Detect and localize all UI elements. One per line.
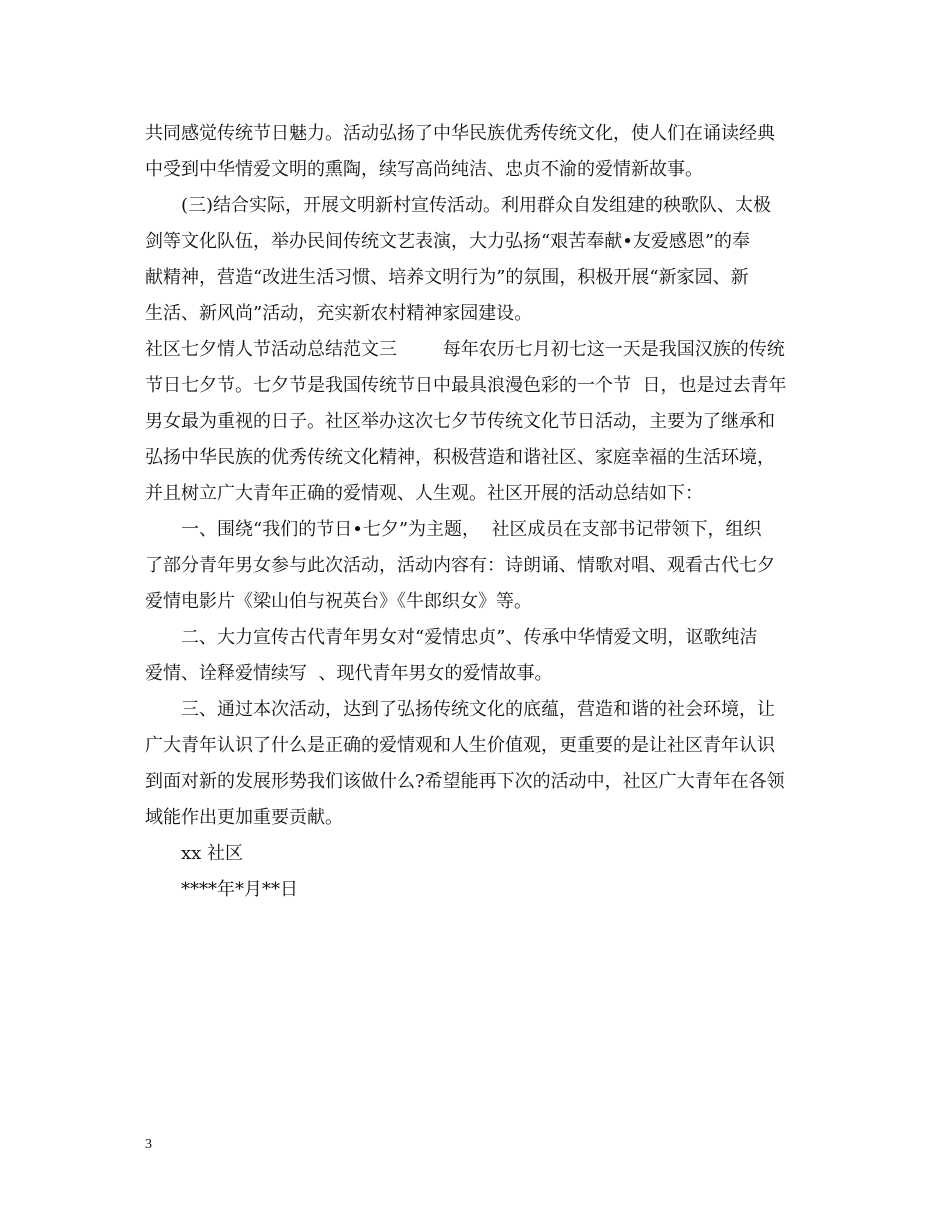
paragraph bbox=[145, 836, 809, 872]
text-line: 域能作出更加重要贡献。 bbox=[145, 807, 343, 828]
paragraph bbox=[145, 692, 809, 836]
text-line: 并且树立广大青年正确的爱情观、人生观。社区开展的活动总结如下： bbox=[145, 483, 703, 504]
text-line: 节日七夕节。七夕节是我国传统节日中最具浪漫色彩的一个节 日，也是过去青年 bbox=[145, 375, 787, 396]
paragraph bbox=[145, 620, 809, 692]
text-line: 一、围绕“我们的节日•七夕”为主题， 社区成员在支部书记带领下，组织 bbox=[181, 519, 762, 540]
paragraph bbox=[145, 116, 809, 188]
paragraph bbox=[145, 512, 809, 620]
document-body bbox=[145, 116, 809, 908]
text-line: 男女最为重视的日子。社区举办这次七夕节传统文化节日活动，主要为了继承和 bbox=[145, 411, 775, 432]
text-line: ****年*月**日 bbox=[181, 879, 298, 900]
text-line: 献精神，营造“改进生活习惯、培养文明行为”的氛围，积极开展“新家园、新 bbox=[145, 267, 749, 288]
text-line: (三)结合实际，开展文明新村宣传活动。利用群众自发组建的秧歌队、太极 bbox=[181, 195, 772, 216]
text-line: 广大青年认识了什么是正确的爱情观和人生价值观，更重要的是让社区青年认识 bbox=[145, 735, 775, 756]
text-line: 共同感觉传统节日魅力。活动弘扬了中华民族优秀传统文化，使人们在诵读经典 bbox=[145, 123, 775, 144]
paragraph bbox=[145, 872, 809, 908]
text-line: 了部分青年男女参与此次活动，活动内容有：诗朗诵、情歌对唱、观看古代七夕 bbox=[145, 555, 775, 576]
paragraph bbox=[145, 332, 809, 512]
text-line: 中受到中华情爱文明的熏陶，续写高尚纯洁、忠贞不渝的爱情新故事。 bbox=[145, 159, 703, 180]
text-line: xx 社区 bbox=[181, 843, 244, 864]
text-line: 二、大力宣传古代青年男女对“爱情忠贞”、传承中华情爱文明，讴歌纯洁 bbox=[181, 627, 758, 648]
text-line: 爱情电影片《梁山伯与祝英台》《牛郎织女》等。 bbox=[145, 591, 532, 612]
text-line: 到面对新的发展形势我们该做什么?希望能再下次的活动中，社区广大青年在各领 bbox=[145, 771, 785, 792]
text-line: 生活、新风尚”活动，充实新农村精神家园建设。 bbox=[145, 303, 533, 324]
text-line: 弘扬中华民族的优秀传统文化精神，积极营造和谐社区、家庭幸福的生活环境， bbox=[145, 447, 775, 468]
text-line: 剑等文化队伍，举办民间传统文艺表演，大力弘扬“艰苦奉献•友爱感恩”的奉 bbox=[145, 231, 751, 252]
text-line: 三、通过本次活动，达到了弘扬传统文化的底蕴，营造和谐的社会环境，让 bbox=[181, 699, 775, 720]
page-number: 3 bbox=[145, 1137, 152, 1152]
paragraph bbox=[145, 188, 809, 332]
text-line: 爱情、诠释爱情续写 、现代青年男女的爱情故事。 bbox=[145, 663, 553, 684]
text-line: 社区七夕情人节活动总结范文三 每年农历七月初七这一天是我国汉族的传统 bbox=[145, 339, 785, 360]
